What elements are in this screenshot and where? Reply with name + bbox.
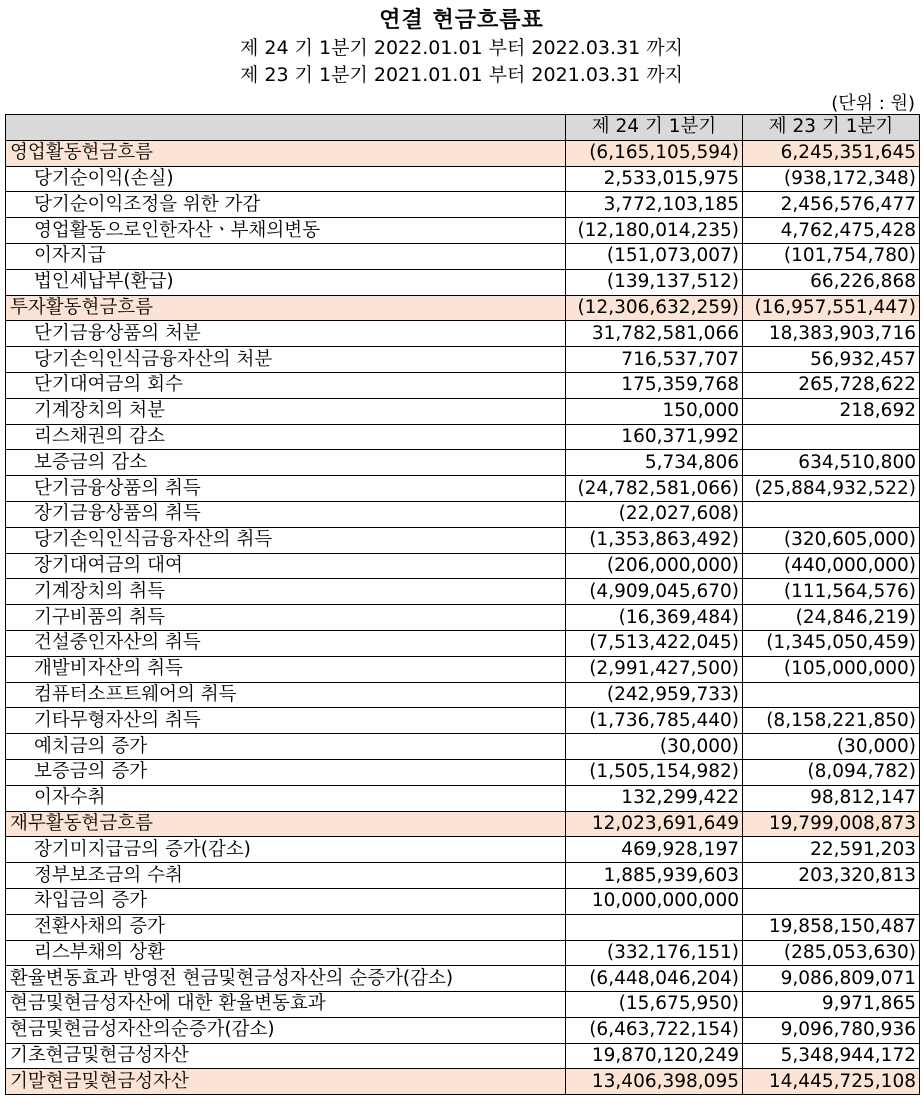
value-prior: 218,692 xyxy=(743,398,920,424)
value-prior xyxy=(743,424,920,450)
cash-flow-table xyxy=(5,114,920,1095)
value-prior: 19,799,008,873 xyxy=(743,811,920,837)
table-row xyxy=(6,372,920,398)
table-row xyxy=(6,992,920,1018)
value-current: (242,959,733) xyxy=(566,682,743,708)
value-current xyxy=(566,914,743,940)
row-label: 단기금융상품의 처분 xyxy=(6,321,566,347)
table-row xyxy=(6,863,920,889)
value-prior: (8,094,782) xyxy=(743,759,920,785)
value-current: 132,299,422 xyxy=(566,785,743,811)
table-row xyxy=(6,501,920,527)
table-row xyxy=(6,166,920,192)
row-label: 리스부채의 상환 xyxy=(6,940,566,966)
value-prior xyxy=(743,888,920,914)
value-prior: (105,000,000) xyxy=(743,656,920,682)
row-label: 장기미지급금의 증가(감소) xyxy=(6,837,566,863)
value-current: 469,928,197 xyxy=(566,837,743,863)
value-current: (139,137,512) xyxy=(566,269,743,295)
section-row xyxy=(6,140,920,166)
table-row xyxy=(6,966,920,992)
table-row xyxy=(6,476,920,502)
value-prior: (25,884,932,522) xyxy=(743,476,920,502)
value-prior: 9,086,809,071 xyxy=(743,966,920,992)
table-row xyxy=(6,940,920,966)
table-row xyxy=(6,630,920,656)
table-row xyxy=(6,269,920,295)
row-label: 환율변동효과 반영전 현금및현금성자산의 순증가(감소) xyxy=(6,966,566,992)
value-current: 160,371,992 xyxy=(566,424,743,450)
table-row xyxy=(6,192,920,218)
row-label: 건설중인자산의 취득 xyxy=(6,630,566,656)
value-current: (4,909,045,670) xyxy=(566,579,743,605)
value-prior: 18,383,903,716 xyxy=(743,321,920,347)
section-row xyxy=(6,295,920,321)
row-label: 단기금융상품의 취득 xyxy=(6,476,566,502)
value-prior: 66,226,868 xyxy=(743,269,920,295)
row-label: 이자지급 xyxy=(6,243,566,269)
value-current: (30,000) xyxy=(566,734,743,760)
row-label: 투자활동현금흐름 xyxy=(6,295,566,321)
row-label: 전환사채의 증가 xyxy=(6,914,566,940)
row-label: 당기순이익조정을 위한 가감 xyxy=(6,192,566,218)
value-current: 1,885,939,603 xyxy=(566,863,743,889)
table-row xyxy=(6,785,920,811)
value-prior: 19,858,150,487 xyxy=(743,914,920,940)
period-current: 제 24 기 1분기 2022.01.01 부터 2022.03.31 까지 xyxy=(240,37,683,59)
value-prior: 98,812,147 xyxy=(743,785,920,811)
table-row xyxy=(6,1043,920,1069)
value-current: 3,772,103,185 xyxy=(566,192,743,218)
value-prior: (111,564,576) xyxy=(743,579,920,605)
value-prior xyxy=(743,682,920,708)
row-label: 예치금의 증가 xyxy=(6,734,566,760)
value-current: (16,369,484) xyxy=(566,605,743,631)
row-label: 기계장치의 처분 xyxy=(6,398,566,424)
table-row xyxy=(6,759,920,785)
row-label: 영업활동현금흐름 xyxy=(6,140,566,166)
value-current: (151,073,007) xyxy=(566,243,743,269)
row-label: 기말현금및현금성자산 xyxy=(6,1069,566,1095)
value-prior: 22,591,203 xyxy=(743,837,920,863)
row-label: 법인세납부(환급) xyxy=(6,269,566,295)
table-row xyxy=(6,682,920,708)
row-label: 기구비품의 취득 xyxy=(6,605,566,631)
value-prior: 2,456,576,477 xyxy=(743,192,920,218)
row-label: 장기금융상품의 취득 xyxy=(6,501,566,527)
value-current: 5,734,806 xyxy=(566,450,743,476)
row-label: 기초현금및현금성자산 xyxy=(6,1043,566,1069)
table-row xyxy=(6,527,920,553)
value-prior: 4,762,475,428 xyxy=(743,218,920,244)
value-current: (12,306,632,259) xyxy=(566,295,743,321)
header-cell-prior: 제 23 기 1분기 xyxy=(743,115,920,141)
section-row xyxy=(6,811,920,837)
row-label: 재무활동현금흐름 xyxy=(6,811,566,837)
row-label: 리스채권의 감소 xyxy=(6,424,566,450)
row-label: 컴퓨터소프트웨어의 취득 xyxy=(6,682,566,708)
table-row xyxy=(6,888,920,914)
value-current: (1,505,154,982) xyxy=(566,759,743,785)
row-label: 기타무형자산의 취득 xyxy=(6,708,566,734)
table-row xyxy=(6,708,920,734)
row-label: 현금및현금성자산에 대한 환율변동효과 xyxy=(6,992,566,1018)
value-prior: (1,345,050,459) xyxy=(743,630,920,656)
table-row xyxy=(6,1017,920,1043)
value-current: (1,736,785,440) xyxy=(566,708,743,734)
period-prior: 제 23 기 1분기 2021.01.01 부터 2021.03.31 까지 xyxy=(240,64,683,86)
value-current: (7,513,422,045) xyxy=(566,630,743,656)
unit-label: (단위 : 원) xyxy=(831,93,915,114)
value-prior: (8,158,221,850) xyxy=(743,708,920,734)
row-label: 보증금의 증가 xyxy=(6,759,566,785)
value-current: 12,023,691,649 xyxy=(566,811,743,837)
row-label: 차입금의 증가 xyxy=(6,888,566,914)
table-row xyxy=(6,605,920,631)
value-current: (15,675,950) xyxy=(566,992,743,1018)
value-current: 19,870,120,249 xyxy=(566,1043,743,1069)
value-prior: 14,445,725,108 xyxy=(743,1069,920,1095)
table-row xyxy=(6,579,920,605)
value-current: (24,782,581,066) xyxy=(566,476,743,502)
value-current: (12,180,014,235) xyxy=(566,218,743,244)
value-prior: (938,172,348) xyxy=(743,166,920,192)
value-prior: (440,000,000) xyxy=(743,553,920,579)
value-prior: (285,053,630) xyxy=(743,940,920,966)
value-current: (6,463,722,154) xyxy=(566,1017,743,1043)
row-label: 이자수취 xyxy=(6,785,566,811)
table-row xyxy=(6,837,920,863)
value-prior: (30,000) xyxy=(743,734,920,760)
value-prior: 203,320,813 xyxy=(743,863,920,889)
value-current: 150,000 xyxy=(566,398,743,424)
value-current: (1,353,863,492) xyxy=(566,527,743,553)
value-prior: 5,348,944,172 xyxy=(743,1043,920,1069)
table-row xyxy=(6,424,920,450)
value-current: (22,027,608) xyxy=(566,501,743,527)
value-current: 13,406,398,095 xyxy=(566,1069,743,1095)
table-row xyxy=(6,553,920,579)
value-prior: (24,846,219) xyxy=(743,605,920,631)
header-cell-label xyxy=(6,115,566,141)
row-label: 기계장치의 취득 xyxy=(6,579,566,605)
value-prior: 6,245,351,645 xyxy=(743,140,920,166)
section-row xyxy=(6,1069,920,1095)
value-prior: 634,510,800 xyxy=(743,450,920,476)
row-label: 당기순이익(손실) xyxy=(6,166,566,192)
value-current: (2,991,427,500) xyxy=(566,656,743,682)
value-current: (6,448,046,204) xyxy=(566,966,743,992)
table-header-row xyxy=(6,115,920,141)
value-prior: 265,728,622 xyxy=(743,372,920,398)
table-row xyxy=(6,398,920,424)
statement-title: 연결 현금흐름표 xyxy=(379,8,544,33)
value-prior: (320,605,000) xyxy=(743,527,920,553)
value-prior: (16,957,551,447) xyxy=(743,295,920,321)
value-current: 10,000,000,000 xyxy=(566,888,743,914)
value-prior: 9,971,865 xyxy=(743,992,920,1018)
table-row xyxy=(6,347,920,373)
value-current: 175,359,768 xyxy=(566,372,743,398)
table-row xyxy=(6,734,920,760)
row-label: 정부보조금의 수취 xyxy=(6,863,566,889)
row-label: 당기손익인식금융자산의 취득 xyxy=(6,527,566,553)
value-current: 716,537,707 xyxy=(566,347,743,373)
table-row xyxy=(6,321,920,347)
table-row xyxy=(6,914,920,940)
value-prior: 56,932,457 xyxy=(743,347,920,373)
value-current: (6,165,105,594) xyxy=(566,140,743,166)
row-label: 영업활동으로인한자산ㆍ부채의변동 xyxy=(6,218,566,244)
value-prior xyxy=(743,501,920,527)
table-row xyxy=(6,218,920,244)
table-row xyxy=(6,243,920,269)
row-label: 현금및현금성자산의순증가(감소) xyxy=(6,1017,566,1043)
value-prior: 9,096,780,936 xyxy=(743,1017,920,1043)
value-prior: (101,754,780) xyxy=(743,243,920,269)
row-label: 단기대여금의 회수 xyxy=(6,372,566,398)
table-row xyxy=(6,450,920,476)
value-current: (332,176,151) xyxy=(566,940,743,966)
row-label: 장기대여금의 대여 xyxy=(6,553,566,579)
table-row xyxy=(6,656,920,682)
row-label: 보증금의 감소 xyxy=(6,450,566,476)
header-cell-current: 제 24 기 1분기 xyxy=(566,115,743,141)
table-body xyxy=(6,140,920,1094)
value-current: (206,000,000) xyxy=(566,553,743,579)
row-label: 당기손익인식금융자산의 처분 xyxy=(6,347,566,373)
row-label: 개발비자산의 취득 xyxy=(6,656,566,682)
value-current: 31,782,581,066 xyxy=(566,321,743,347)
value-current: 2,533,015,975 xyxy=(566,166,743,192)
